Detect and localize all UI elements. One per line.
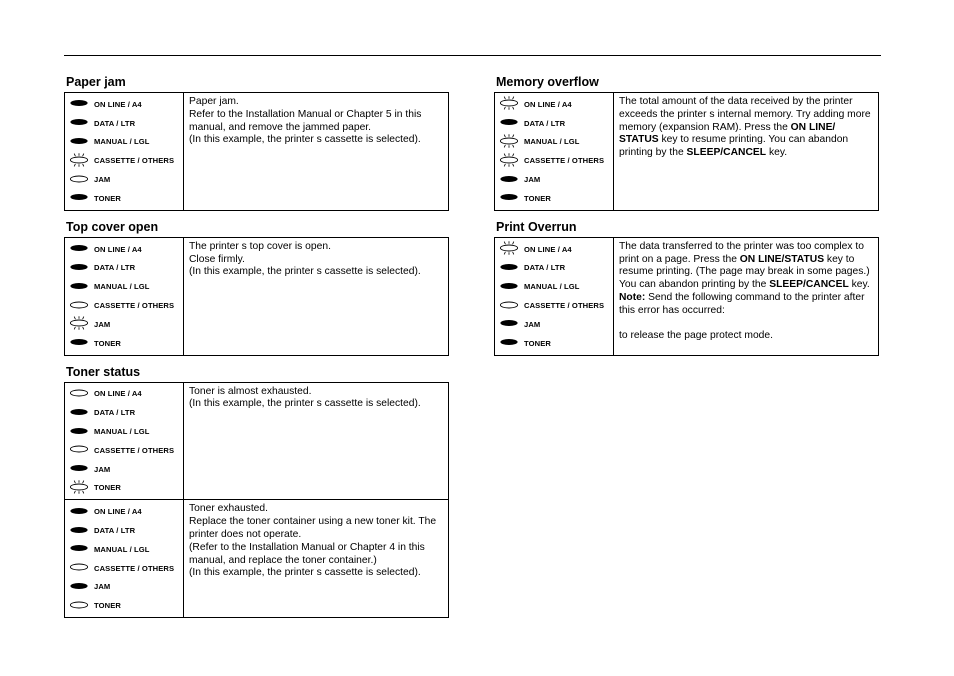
lamp-on-icon xyxy=(65,424,94,440)
status-row xyxy=(495,237,879,355)
indicator-data-ltr xyxy=(65,114,183,133)
indicator-jam xyxy=(65,315,183,334)
lamp-on-icon xyxy=(65,541,94,557)
lamp-on-icon xyxy=(65,96,94,112)
lamp-on-icon xyxy=(65,134,94,150)
lamp-off-icon xyxy=(65,172,94,188)
indicator-cassette-others xyxy=(495,151,613,170)
lamp-on-icon xyxy=(495,335,524,351)
bold-text: ON LINE/STATUS xyxy=(739,253,825,265)
section-top-cover-open xyxy=(64,219,449,356)
lamp-on-icon xyxy=(65,579,94,595)
indicator-label: TONER xyxy=(94,601,121,611)
status-row xyxy=(65,93,449,211)
indicator-label: DATA / LTR xyxy=(524,118,566,128)
indicator-data-ltr xyxy=(65,403,183,422)
lamp-on-icon xyxy=(495,190,524,206)
lamp-on-icon xyxy=(65,115,94,131)
indicator-label: DATA / LTR xyxy=(94,526,136,536)
lamp-off-icon xyxy=(65,442,94,458)
bold-text: SLEEP/CANCEL xyxy=(769,279,849,291)
lamp-on-icon xyxy=(65,260,94,276)
indicator-manual-lgl xyxy=(495,277,613,296)
indicator-manual-lgl xyxy=(495,133,613,152)
indicator-list xyxy=(495,238,613,355)
indicator-label: JAM xyxy=(524,319,541,329)
left-column xyxy=(64,74,449,626)
indicator-label: CASSETTE / OTHERS xyxy=(94,445,175,455)
description-cell xyxy=(614,237,879,355)
indicator-on-line-a4 xyxy=(65,95,183,114)
lamp-on-icon xyxy=(65,190,94,206)
lamp-blink-icon xyxy=(495,241,524,257)
description-cell xyxy=(184,382,449,500)
description-cell xyxy=(184,500,449,618)
description-text: The printer s top cover is open. xyxy=(189,240,331,252)
description-text: Refer to the Installation Manual or Chapter 5 in this manual, and remove the jammed paper. xyxy=(189,108,422,133)
description-text: to release the page protect mode. xyxy=(619,329,773,341)
indicator-label: TONER xyxy=(524,193,551,203)
status-table xyxy=(494,92,879,211)
section-title: Paper jam xyxy=(66,75,126,89)
lamp-on-icon xyxy=(65,523,94,539)
indicator-cell xyxy=(495,237,614,355)
indicator-list xyxy=(65,93,183,210)
text-run: key. xyxy=(848,279,870,291)
lamp-on-icon xyxy=(65,504,94,520)
indicator-cell xyxy=(65,382,184,500)
header-rule xyxy=(64,55,881,56)
lamp-off-icon xyxy=(65,598,94,614)
description-cell xyxy=(184,237,449,355)
section-title: Top cover open xyxy=(66,219,159,234)
indicator-label: TONER xyxy=(94,338,121,348)
indicator-label: DATA / LTR xyxy=(94,263,136,273)
indicator-label: CASSETTE / OTHERS xyxy=(524,156,605,166)
text-run: The total amount of the data received by the printer exceeds the printer s internal memory. Try adding more memory (expansion RAM). Press the xyxy=(619,96,871,133)
status-table xyxy=(64,237,449,356)
status-row xyxy=(495,93,879,211)
right-column xyxy=(494,74,879,364)
indicator-cell xyxy=(495,93,614,211)
indicator-cell xyxy=(65,93,184,211)
description-text: Close firmly. xyxy=(189,253,245,265)
indicator-label: JAM xyxy=(94,319,111,329)
bold-text: Note: xyxy=(619,291,646,303)
indicator-toner xyxy=(495,334,613,353)
description-text: (In this example, the printer s cassette is selected). xyxy=(189,567,421,579)
description-cell xyxy=(184,93,449,211)
lamp-on-icon xyxy=(495,279,524,295)
indicator-label: DATA / LTR xyxy=(524,263,566,273)
text-run: key to resume printing. You can abandon printing by the xyxy=(619,134,849,159)
indicator-label: ON LINE / A4 xyxy=(94,507,142,517)
description-text: (In this example, the printer s cassette is selected). xyxy=(189,266,421,278)
lamp-on-icon xyxy=(65,335,94,351)
section-toner-status xyxy=(64,364,449,619)
lamp-blink-icon xyxy=(65,153,94,169)
description-text: (In this example, the printer s cassette is selected). xyxy=(189,134,421,146)
lamp-on-icon xyxy=(65,461,94,477)
status-table xyxy=(494,237,879,356)
indicator-toner xyxy=(495,189,613,208)
indicator-label: JAM xyxy=(94,582,111,592)
indicator-data-ltr xyxy=(495,114,613,133)
lamp-blink-icon xyxy=(65,316,94,332)
indicator-on-line-a4 xyxy=(65,385,183,404)
text-run: key. xyxy=(766,147,788,159)
indicator-label: MANUAL / LGL xyxy=(524,282,580,292)
indicator-label: DATA / LTR xyxy=(94,118,136,128)
lamp-on-icon xyxy=(495,316,524,332)
indicator-cassette-others xyxy=(65,559,183,578)
indicator-label: CASSETTE / OTHERS xyxy=(524,301,605,311)
indicator-list xyxy=(65,500,183,617)
indicator-label: JAM xyxy=(94,464,111,474)
lamp-on-icon xyxy=(495,115,524,131)
status-row xyxy=(65,237,449,355)
lamp-blink-icon xyxy=(495,153,524,169)
indicator-on-line-a4 xyxy=(495,240,613,259)
section-title: Memory overflow xyxy=(496,75,599,89)
lamp-off-icon xyxy=(495,298,524,314)
indicator-manual-lgl xyxy=(65,422,183,441)
indicator-label: ON LINE / A4 xyxy=(524,99,572,109)
indicator-manual-lgl xyxy=(65,540,183,559)
indicator-label: JAM xyxy=(94,175,111,185)
text-run: key to resume printing. (The page may break in some pages.) You can abandon printing by the xyxy=(619,253,870,291)
lamp-blink-icon xyxy=(65,480,94,496)
indicator-label: ON LINE / A4 xyxy=(94,244,142,254)
indicator-label: MANUAL / LGL xyxy=(94,137,150,147)
indicator-on-line-a4 xyxy=(495,95,613,114)
indicator-jam xyxy=(65,170,183,189)
indicator-label: ON LINE / A4 xyxy=(94,99,142,109)
indicator-toner xyxy=(65,596,183,615)
indicator-manual-lgl xyxy=(65,277,183,296)
indicator-label: CASSETTE / OTHERS xyxy=(94,563,175,573)
section-title: Toner status xyxy=(66,364,141,379)
lamp-off-icon xyxy=(65,560,94,576)
description-text: Toner is almost exhausted. xyxy=(189,385,312,397)
indicator-label: DATA / LTR xyxy=(94,408,136,418)
section-memory-overflow xyxy=(494,74,879,211)
lamp-on-icon xyxy=(495,172,524,188)
indicator-label: TONER xyxy=(94,483,121,493)
description-text xyxy=(619,96,874,160)
indicator-toner xyxy=(65,189,183,208)
indicator-label: ON LINE / A4 xyxy=(94,389,142,399)
description-text: (In this example, the printer s cassette is selected). xyxy=(189,398,421,410)
indicator-cassette-others xyxy=(65,151,183,170)
indicator-on-line-a4 xyxy=(65,240,183,259)
indicator-label: JAM xyxy=(524,175,541,185)
indicator-list xyxy=(495,93,613,210)
indicator-list xyxy=(65,383,183,500)
description-text xyxy=(619,241,874,292)
indicator-jam xyxy=(65,460,183,479)
indicator-cassette-others xyxy=(65,441,183,460)
indicator-label: MANUAL / LGL xyxy=(94,544,150,554)
description-cell xyxy=(614,93,879,211)
indicator-label: MANUAL / LGL xyxy=(524,137,580,147)
indicator-jam xyxy=(495,315,613,334)
indicator-label: CASSETTE / OTHERS xyxy=(94,301,175,311)
indicator-data-ltr xyxy=(495,259,613,278)
indicator-list xyxy=(65,238,183,355)
indicator-data-ltr xyxy=(65,259,183,278)
indicator-label: TONER xyxy=(94,193,121,203)
indicator-jam xyxy=(495,170,613,189)
bold-text: ON LINE/ STATUS xyxy=(619,121,836,146)
description-text: Replace the toner container using a new toner kit. The printer does not operate. xyxy=(189,516,437,540)
text-run: The data transferred to the printer was too complex to print on a page. Press the xyxy=(619,240,864,265)
section-print-overrun xyxy=(494,219,879,356)
indicator-label: CASSETTE / OTHERS xyxy=(94,156,175,166)
bold-text: SLEEP/CANCEL xyxy=(686,147,767,159)
lamp-off-icon xyxy=(65,298,94,314)
description-text: Paper jam. xyxy=(189,96,239,107)
lamp-blink-icon xyxy=(495,134,524,150)
indicator-label: MANUAL / LGL xyxy=(94,427,150,437)
lamp-on-icon xyxy=(65,405,94,421)
description-text xyxy=(619,292,874,318)
lamp-on-icon xyxy=(65,279,94,295)
text-run: Send the following command to the printer after this error has occurred: xyxy=(619,291,865,316)
indicator-label: MANUAL / LGL xyxy=(94,282,150,292)
indicator-label: ON LINE / A4 xyxy=(524,244,572,254)
indicator-jam xyxy=(65,578,183,597)
section-paper-jam xyxy=(64,74,449,211)
description-text: (Refer to the Installation Manual or Chapter 4 in this manual, and replace the toner container.) xyxy=(189,541,425,566)
indicator-toner xyxy=(65,334,183,353)
indicator-data-ltr xyxy=(65,521,183,540)
lamp-on-icon xyxy=(65,241,94,257)
indicator-on-line-a4 xyxy=(65,502,183,521)
status-table xyxy=(64,382,449,619)
status-table xyxy=(64,92,449,211)
indicator-cell xyxy=(65,237,184,355)
description-text: Toner exhausted. xyxy=(189,503,268,515)
indicator-label: TONER xyxy=(524,338,551,348)
section-title: Print Overrun xyxy=(496,219,577,234)
indicator-cell xyxy=(65,500,184,618)
indicator-toner xyxy=(65,479,183,498)
indicator-cassette-others xyxy=(495,296,613,315)
status-row xyxy=(65,382,449,500)
lamp-blink-icon xyxy=(495,96,524,112)
lamp-on-icon xyxy=(495,260,524,276)
lamp-off-icon xyxy=(65,386,94,402)
blank-line xyxy=(619,318,874,330)
status-row xyxy=(65,500,449,618)
indicator-cassette-others xyxy=(65,296,183,315)
indicator-manual-lgl xyxy=(65,133,183,152)
